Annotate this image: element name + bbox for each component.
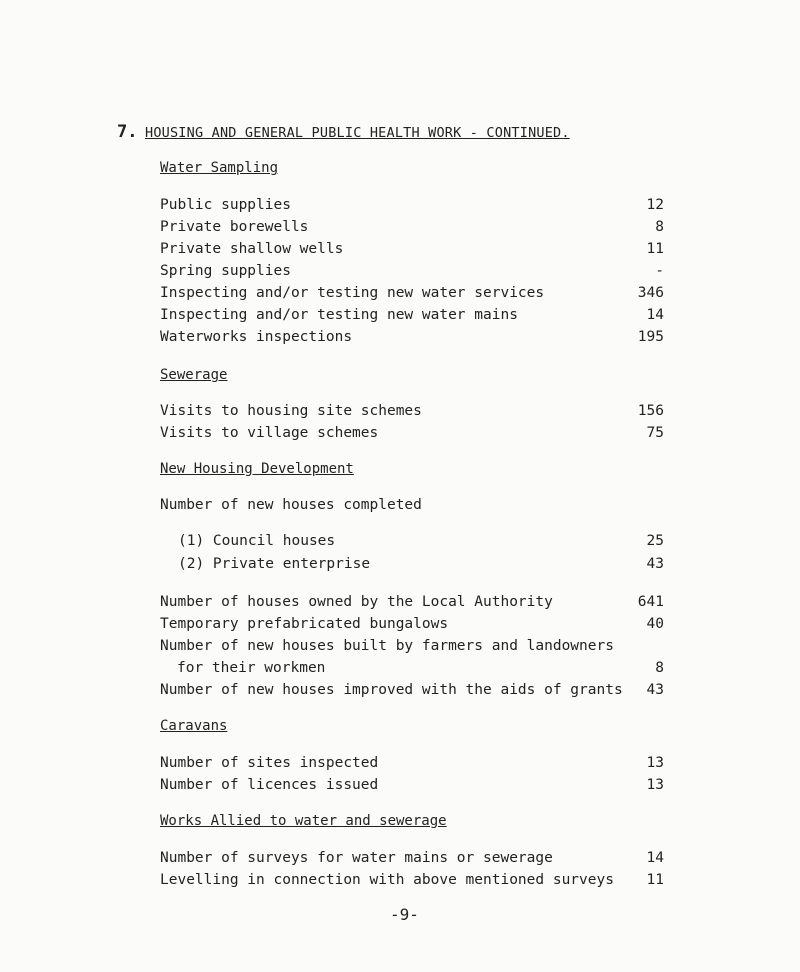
table-row: Number of sites inspected 13 (160, 755, 664, 771)
table-row: (2) Private enterprise 43 (178, 556, 664, 572)
table-row: Number of surveys for water mains or sewerage 14 (160, 850, 664, 866)
table-row: Number of licences issued 13 (160, 777, 664, 793)
table-row: Inspecting and/or testing new water mains 14 (160, 307, 664, 323)
works-heading: Works Allied to water and sewerage (160, 813, 447, 829)
table-row: Visits to housing site schemes 156 (160, 403, 664, 419)
table-row: Public supplies 12 (160, 197, 664, 213)
table-row: Temporary prefabricated bungalows 40 (160, 616, 664, 632)
table-row: Levelling in connection with above mentioned surveys 11 (160, 872, 664, 888)
new-housing-intro: Number of new houses completed (160, 497, 422, 513)
table-row: (1) Council houses 25 (178, 533, 664, 549)
table-row: Number of new houses built by farmers and landowners (160, 638, 614, 654)
table-row: Private shallow wells 11 (160, 241, 664, 257)
sewerage-heading: Sewerage (160, 367, 228, 383)
water-sampling-heading: Water Sampling (160, 160, 279, 176)
new-housing-heading: New Housing Development (160, 461, 354, 477)
table-row: for their workmen 8 (177, 660, 664, 676)
section-title: HOUSING AND GENERAL PUBLIC HEALTH WORK - CONTINUED. (145, 125, 570, 141)
table-row: Number of houses owned by the Local Authority 641 (160, 594, 664, 610)
table-row: Inspecting and/or testing new water services 346 (160, 285, 664, 301)
table-row: Private borewells 8 (160, 219, 664, 235)
page-number: -9- (390, 905, 419, 924)
caravans-heading: Caravans (160, 718, 228, 734)
table-row: Visits to village schemes 75 (160, 425, 664, 441)
table-row: Waterworks inspections 195 (160, 329, 664, 345)
table-row: Spring supplies - (160, 263, 664, 279)
section-number: 7. (117, 122, 138, 142)
table-row: Number of new houses improved with the aids of grants 43 (160, 682, 664, 698)
